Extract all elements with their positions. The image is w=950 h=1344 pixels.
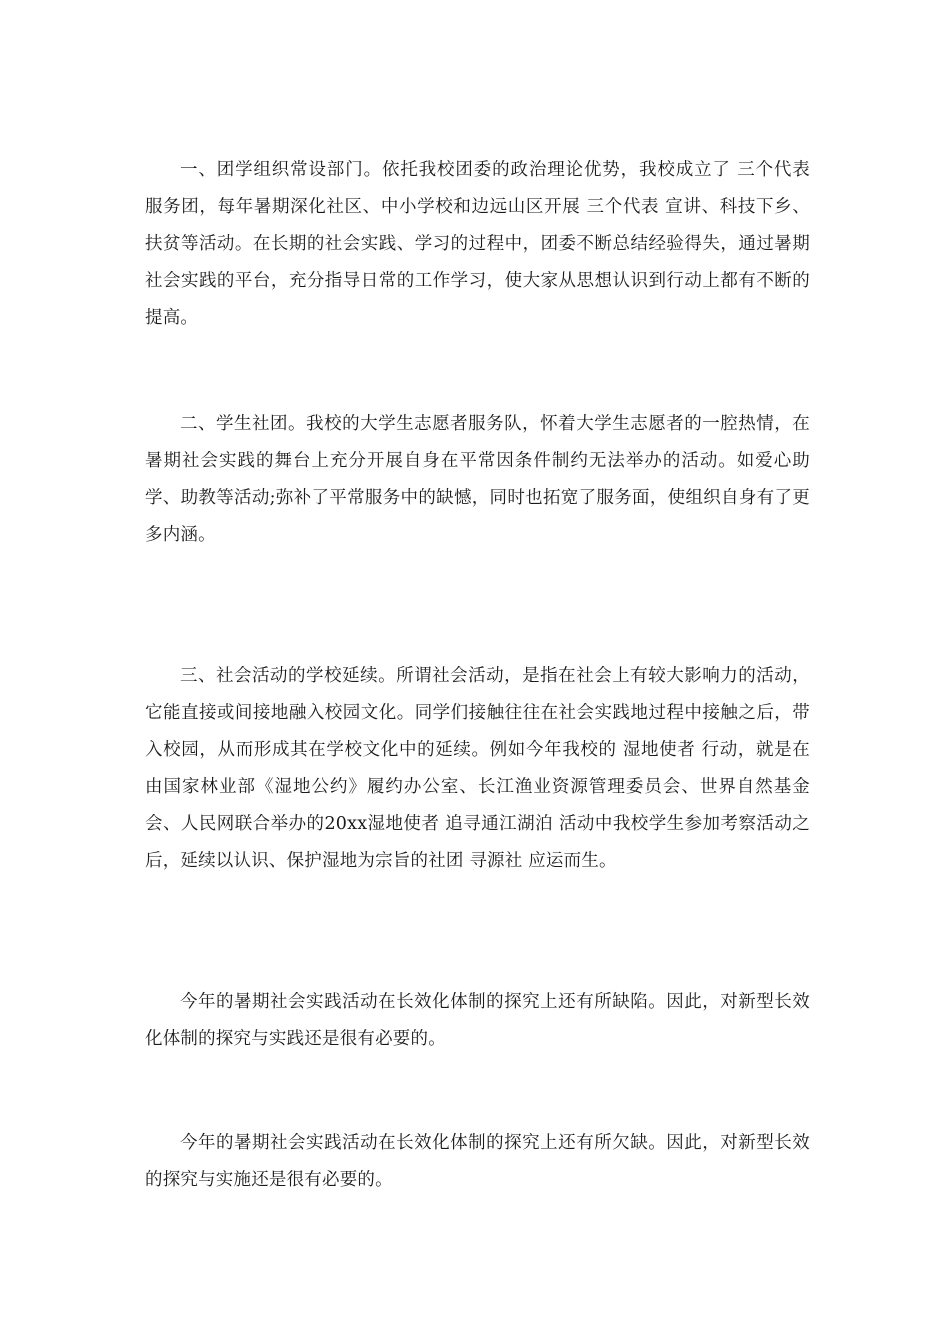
paragraph-1: 一、团学组织常设部门。依托我校团委的政治理论优势，我校成立了 三个代表 服务团，每年暑期深化社区、中小学校和边远山区开展 三个代表 宣讲、科技下乡、扶贫等活动。在长期的社会实践、学习的过程中，团委不断总结经验得失，通过暑期社会实践的平台，充分指导日常的工作学习，使大家从思想认识到行动上都有不断的提高。	[145, 160, 810, 328]
paragraph-4: 今年的暑期社会实践活动在长效化体制的探究上还有所缺陷。因此，对新型长效化体制的探究与实践还是很有必要的。	[145, 992, 810, 1049]
paragraph-2: 二、学生社团。我校的大学生志愿者服务队，怀着大学生志愿者的一腔热情，在暑期社会实践的舞台上充分开展自身在平常因条件制约无法举办的活动。如爱心助学、助教等活动;弥补了平常服务中的缺憾，同时也拓宽了服务面，使组织自身有了更多内涵。	[145, 414, 810, 545]
paragraph-5: 今年的暑期社会实践活动在长效化体制的探究上还有所欠缺。因此，对新型长效的探究与实施还是很有必要的。	[145, 1133, 810, 1190]
paragraph-3: 三、社会活动的学校延续。所谓社会活动，是指在社会上有较大影响力的活动，它能直接或间接地融入校园文化。同学们接触往往在社会实践地过程中接触之后，带入校园，从而形成其在学校文化中的延续。例如今年我校的 湿地使者 行动，就是在由国家林业部《湿地公约》履约办公室、长江渔业资源管理委员会、世界自然基金会、人民网联合举办的20xx湿地使者 追寻通江湖泊 活动中我校学生参加考察活动之后，延续以认识、保护湿地为宗旨的社团 寻源社 应运而生。	[145, 666, 810, 871]
